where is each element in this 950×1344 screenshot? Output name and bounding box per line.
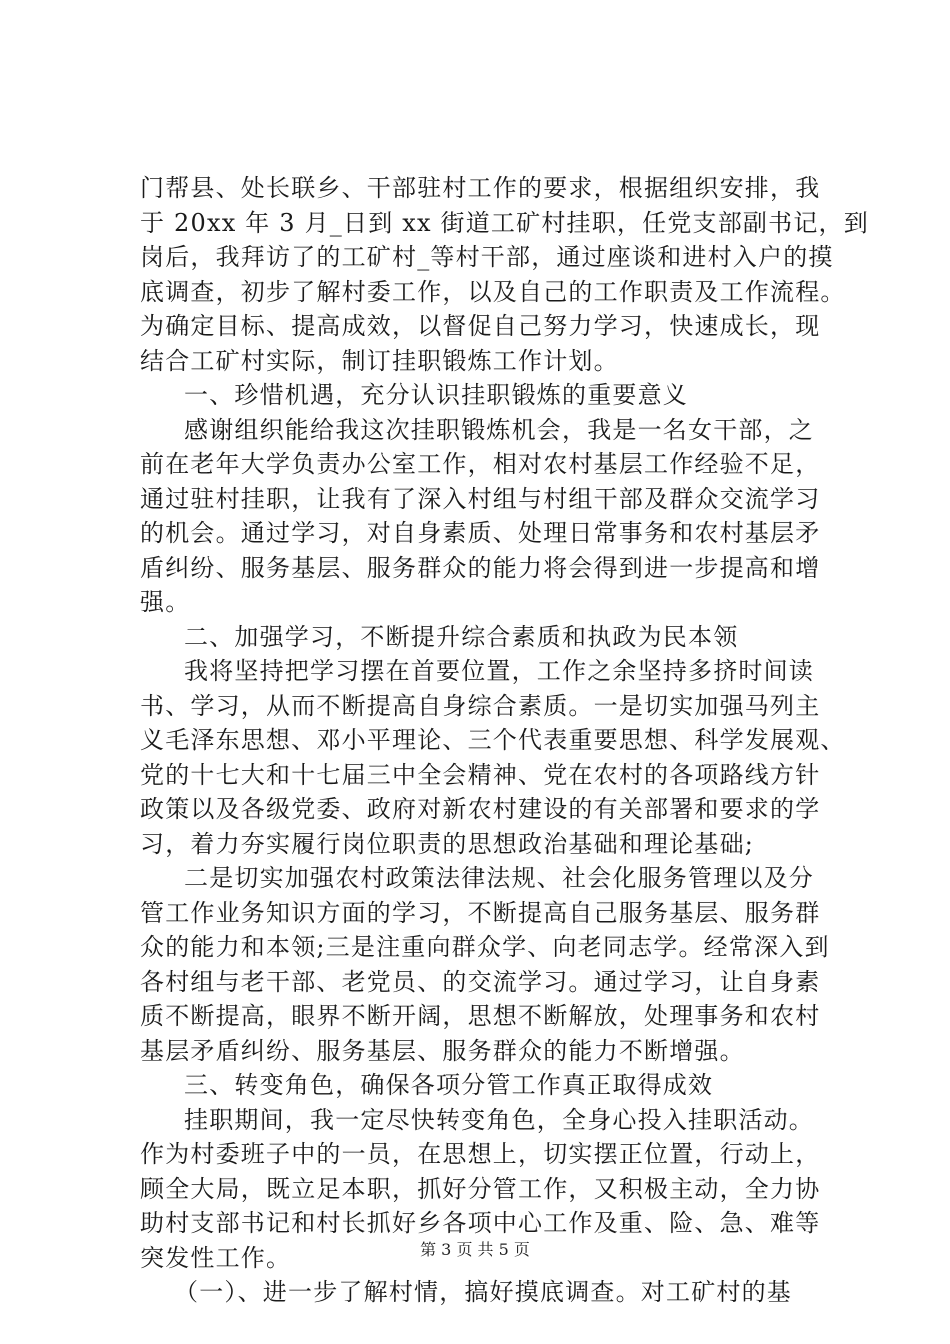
page-number-footer: 第 3 页 共 5 页	[420, 1240, 530, 1259]
text-line: 众的能力和本领;三是注重向群众学、向老同志学。经常深入到	[140, 933, 830, 961]
text-line: 挂职期间，我一定尽快转变角色，全身心投入挂职活动。	[184, 1105, 814, 1134]
text-line: 的机会。通过学习，对自身素质、处理日常事务和农村基层矛	[140, 519, 821, 547]
text-line: 突发性工作。	[140, 1243, 292, 1272]
text-line: 前在老年大学负责办公室工作，相对农村基层工作经验不足，	[140, 450, 821, 478]
section-heading: 三、转变角色，确保各项分管工作真正取得成效	[184, 1071, 714, 1099]
subsection-heading: （一）、进一步了解村情，搞好摸底调查。对工矿村的基	[174, 1278, 792, 1306]
text-line: 通过驻村挂职，让我有了深入村组与村组干部及群众交流学习	[140, 484, 821, 513]
text-line: 顾全大局，既立足本职，抓好分管工作，又积极主动，全力协	[140, 1174, 821, 1203]
text-line: 党的十七大和十七届三中全会精神、党在农村的各项路线方针	[140, 760, 821, 789]
text-line: 书、学习，从而不断提高自身综合素质。一是切实加强马列主	[140, 691, 821, 720]
text-line: 管工作业务知识方面的学习，不断提高自己服务基层、服务群	[140, 898, 821, 927]
text-line: 底调查，初步了解村委工作，以及自己的工作职责及工作流程。	[140, 277, 846, 306]
text-line: 义毛泽东思想、邓小平理论、三个代表重要思想、科学发展观、	[140, 726, 846, 754]
text-line: 结合工矿村实际，制订挂职锻炼工作计划。	[140, 346, 619, 375]
text-line: 政策以及各级党委、政府对新农村建设的有关部署和要求的学	[140, 795, 821, 823]
text-line: 作为村委班子中的一员，在思想上，切实摆正位置，行动上，	[140, 1140, 821, 1168]
text-line: 二是切实加强农村政策法律法规、社会化服务管理以及分	[184, 864, 814, 892]
text-line: 门帮县、处长联乡、干部驻村工作的要求，根据组织安排，我	[140, 174, 821, 202]
document-body	[140, 171, 869, 1310]
text-line: 助村支部书记和村长抓好乡各项中心工作及重、险、急、难等	[140, 1209, 821, 1237]
text-line: 习，着力夯实履行岗位职责的思想政治基础和理论基础;	[140, 829, 755, 858]
text-line: 强。	[140, 588, 191, 616]
text-line: 于 20xx 年 3 月_日到 xx 街道工矿村挂职，任党支部副书记，到	[140, 208, 869, 237]
text-line: 盾纠纷、服务基层、服务群众的能力将会得到进一步提高和增	[140, 553, 821, 582]
section-heading: 二、加强学习，不断提升综合素质和执政为民本领	[184, 622, 739, 651]
text-line: 质不断提高，眼界不断开阔，思想不断解放，处理事务和农村	[140, 1002, 821, 1030]
text-line: 各村组与老干部、老党员、的交流学习。通过学习，让自身素	[140, 967, 821, 996]
text-line: 我将坚持把学习摆在首要位置，工作之余坚持多挤时间读	[184, 657, 814, 685]
text-line: 为确定目标、提高成效，以督促自己努力学习，快速成长，现	[140, 312, 821, 340]
text-line: 岗后，我拜访了的工矿村_等村干部，通过座谈和进村入户的摸	[140, 243, 834, 271]
text-line: 感谢组织能给我这次挂职锻炼机会，我是一名女干部，之	[184, 415, 814, 444]
section-heading: 一、珍惜机遇，充分认识挂职锻炼的重要意义	[184, 381, 688, 409]
text-line: 基层矛盾纠纷、服务基层、服务群众的能力不断增强。	[140, 1036, 745, 1065]
